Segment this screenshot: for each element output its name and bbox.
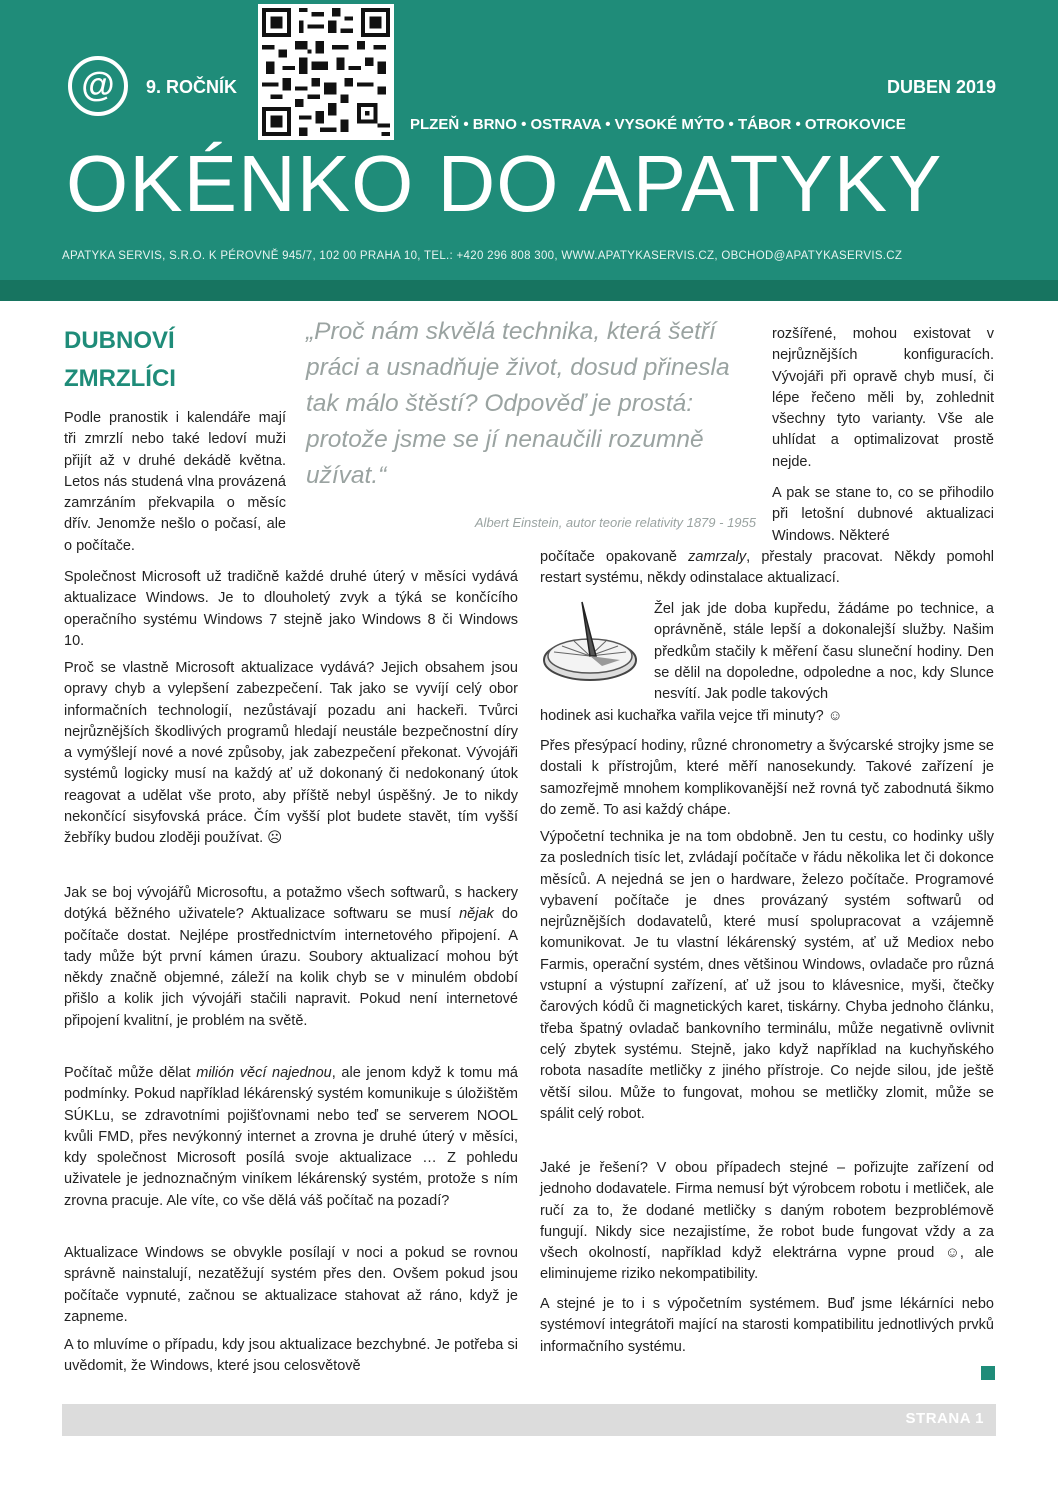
paragraph-4: Počítač může dělat milión věcí najednou, ale jenom když k tomu má podmínky. Pokud například lékárenský systém komunikuje s úložištěm SÚKLu, se zdravotními pojišťovnami nebo teď se serverem NOOL kvůli FMD, přes nevýkonný internet a zrovna je druhé úterý v měsíci, kdy společnost Microsoft posílá svoje aktualizace … Z pohledu uživatele je jednoznačným viníkem lékárenský systém, protože s ním zrovna pracuje. Ale víte, co vše dělá váš počítač na pozadí? — [64, 1065, 518, 1209]
cities-list: PLZEŇ • BRNO • OSTRAVA • VYSOKÉ MÝTO • TÁBOR • OTROKOVICE — [410, 116, 906, 133]
page-number: STRANA 1 — [905, 1410, 984, 1427]
sundial-icon — [540, 590, 640, 690]
paragraph-r6: Jaké je řešení? V obou případech stejné – pořizujte zařízení od jednoho dodavatele. Firma nemusí být výrobcem robotu i metliček, ale ručí za to, že dodané metličky s daným robotem bezproblémově fungují. Nikdy sice nezajistíme, že robot bude fungovat vždy a za všech okolností, například když elektrárna vypne proud ☺, ale eliminujeme riziko nekompatibility. — [540, 1160, 994, 1283]
pull-quote: „Proč nám skvělá technika, která šetří práci a usnadňuje život, dosud přinesla tak málo štěstí? Odpověď je prostá: protože jsme se jí nenaučili rozumně užívat.“ — [306, 318, 730, 489]
paragraph-r3-end: hodinek asi kuchařka vařila vejce tři minuty? ☺ — [540, 708, 843, 724]
at-sign-logo-icon: @ — [68, 56, 128, 116]
paragraph-r3: Žel jak jde doba kupředu, žádáme po technice, a oprávněně, stále lepší a dokonalejší služby. Našim předkům stačily k měření času sluneční hodiny. Den se dělil na dopoledne, odpoledne a noc, kdy Slunce nesvítí. Jak podle takových — [654, 601, 994, 703]
paragraph-r1: rozšířené, mohou existovat v nejrůznějších konfiguracích. Vývojáři při opravě chyb musí, či lépe řečeno měli by, zohlednit všechny tyto varianty. Vše ale uhlídat a optimalizovat prostě nejde. — [772, 326, 994, 470]
paragraph-r4: Přes přesýpací hodiny, různé chronometry a švýcarské strojky jsme se dostali k přístrojům, které měří nanosekundy. Takové zařízení je samozřejmě mnohem komplikovanější než rovná tyč zabodnutá šikmo do země. To asi každý chápe. — [540, 738, 994, 818]
paragraph-r2-top: A pak se stane to, co se přihodilo při letošní dubnové aktualizaci Windows. Některé — [772, 485, 994, 544]
paragraph-6: A to mluvíme o případu, kdy jsou aktualizace bezchybné. Je potřeba si uvědomit, že Windows, které jsou celosvětově — [64, 1337, 518, 1375]
header-divider — [0, 280, 1058, 301]
paragraph-3: Jak se boj vývojářů Microsoftu, a potažmo všech softwarů, s hackery dotýká běžného uživatele? Aktualizace softwaru se musí nějak do počítače dostat. Nejlépe prostřednictvím internetového připojení. A tady může být první kámen úrazu. Soubory aktualizací mohou být někdy značně objemné, záleží na kolik chyb se v minulém období přišlo a kolik jich vývojáři stačili napravit. Pokud není internetové připojení kvalitní, je problém na světě. — [64, 885, 518, 1029]
issue-date: DUBEN 2019 — [886, 77, 996, 97]
article-end-square-icon — [981, 1366, 995, 1380]
volume-label: 9. ROČNÍK — [146, 77, 238, 97]
paragraph-1: Společnost Microsoft už tradičně každé druhé úterý v měsíci vydává aktualizace Windows. Je to dlouholetý zvyk a týká se končícího operačního systému Windows 7 stejně jako Windows 8 či Windows 10. — [64, 569, 518, 649]
paragraph-r7: A stejné je to i s výpočetním systémem. Buď jsme lékárníci nebo systémoví integrátoři mající na starosti kompatibilitu jednotlivých prvků informačního systému. — [540, 1296, 994, 1355]
newsletter-title: OKÉNKO DO APATYKY — [66, 139, 943, 228]
article-headline: DUBNOVÍ ZMRZLÍCI — [64, 327, 176, 392]
footer-bar — [62, 1404, 996, 1436]
contact-line: APATYKA SERVIS, S.R.O. K PÉROVNĚ 945/7, 102 00 PRAHA 10, TEL.: +420 296 808 300, WWW.APATYKASERVIS.CZ, OBCHOD@APATYKASERVIS.CZ — [62, 250, 903, 262]
paragraph-intro: Podle pranostik i kalendáře mají tři zmrzlí nebo také ledoví muži přijít až v druhé dekádě května. Letos nás studená vlna provázená zamrzáním překvapila o měsíc dřív. Jenomže nešlo o počasí, ale o počítače. — [64, 410, 286, 554]
qr-code-icon — [258, 4, 394, 140]
paragraph-r5: Výpočetní technika je na tom obdobně. Jen tu cestu, co hodinky ušly za posledních tisíc let, zvládají počítače v řádu několika let či dokonce měsíců. A nejedná se jen o hardware, železo počítače. Programové vybavení počítače je dnes provázaný systém softwarů od nejrůznějších dodavatelů, které musí spolupracovat a vzájemně komunikovat. Je tu vlastní lékárenský systém, ať už Mediox nebo Farmis, operační systém, dnes většinou Windows, ovladače pro různá vstupní a výstupní zařízení, ať už jsou to klávesnice, myši, čtečky čarových kódů či magnetických karet, tiskárny. Chyba jednoho článku, třeba špatný ovladač bankovního terminálu, může negativně ovlivnit celý zbytek systému. Stejně, jako když například na kuchyňského robota nasadíte metličky z jiného přístroje. Co nejde silou, jde ještě větší silou. Může to fungovat, mohou se metličky zlomit, může se spálit celý robot. — [540, 829, 994, 1122]
paragraph-2: Proč se vlastně Microsoft aktualizace vydává? Jejich obsahem jsou opravy chyb a vylepšení zabezpečení. Tak jako se vyvíjí celý obor informačních technologií, nezůstávají pozadu ani hackeři. Tvůrci nejrůznějších škodlivých programů hledají neustále bezpečnostní díry a vymýšlejí nové a nové způsoby, jak zabezpečení překonat. Vývojáři systémů logicky musí na každý ať už dokonaný či nedokonaný útok reagovat a udělat vše proto, aby příště nebyl úspěšný. Je to nikdy nekončící sisyfovská práce. Čím vyšší plot budete stavět, tím vyšší žebříky budou zloději používat. ☹ — [64, 660, 518, 847]
paragraph-5: Aktualizace Windows se obvykle posílají v noci a pokud se rovnou správně nainstalují, nezatěžují systém přes den. Ovšem pokud jsou počítače vypnuté, začnou se aktualizace stahovat až ráno, když je zapneme. — [64, 1245, 518, 1325]
paragraph-r2: počítače opakovaně zamrzaly, přestaly pracovat. Někdy pomohl restart systému, někdy odinstalace aktualizací. — [540, 549, 994, 587]
quote-source: Albert Einstein, autor teorie relativity 1879 - 1955 — [474, 515, 756, 530]
masthead — [0, 0, 1058, 280]
